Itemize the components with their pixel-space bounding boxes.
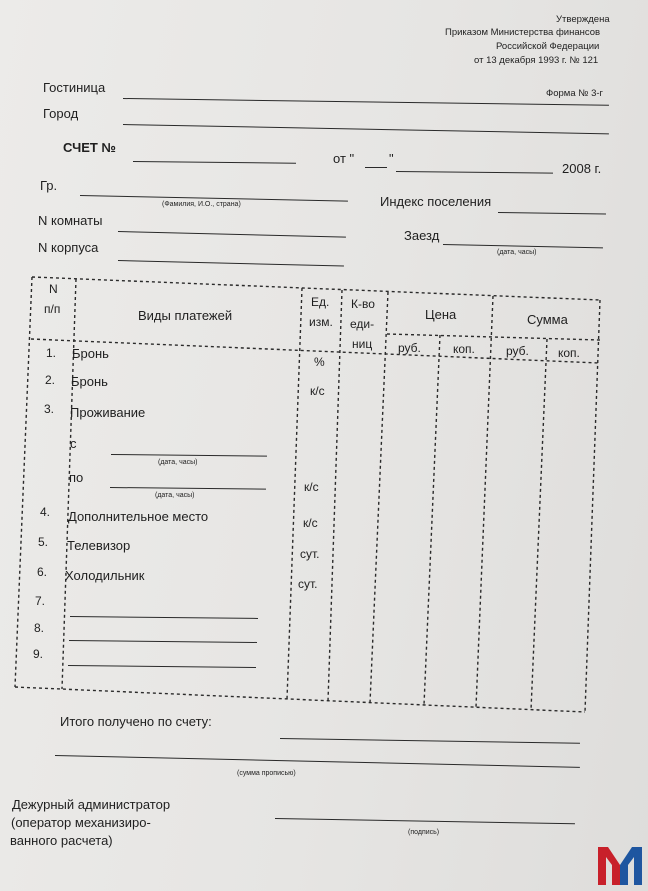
year-label: 2008 г. (562, 161, 602, 176)
invoice-label: СЧЕТ № (63, 140, 116, 155)
row-number: 3. (44, 402, 55, 416)
stay-to-unit: к/с (304, 480, 319, 494)
row-unit: сут. (300, 547, 320, 561)
header-price-rub: руб. (398, 341, 421, 355)
guest-label: Гр. (40, 178, 58, 193)
approval-line-1: Утверждена (556, 14, 610, 25)
row-number: 6. (37, 565, 48, 579)
row-number: 9. (33, 647, 44, 661)
watermark-logo (596, 843, 644, 887)
admin-label-2: (оператор механизиро- (11, 815, 151, 830)
row-number: 5. (38, 535, 49, 549)
row-label: Телевизор (67, 538, 131, 553)
checkin-index-label: Индекс поселения (380, 194, 492, 209)
approval-line-2: Приказом Министерства финансов (445, 27, 601, 38)
row-number: 2. (45, 373, 56, 387)
row-label: Бронь (72, 346, 109, 361)
building-label: N корпуса (38, 240, 99, 255)
date-from-label: от " (333, 151, 355, 166)
row-unit: сут. (298, 577, 318, 591)
city-label: Город (43, 106, 79, 121)
approval-line-4: от 13 декабря 1993 г. № 121 (474, 55, 599, 66)
row-label: Дополнительное место (68, 509, 209, 524)
row-number: 8. (34, 621, 45, 635)
row-label: Бронь (71, 374, 108, 389)
sum-words-hint: (сумма прописью) (237, 770, 296, 777)
signature-hint: (подпись) (408, 829, 440, 836)
header-qty-1: К-во (351, 297, 375, 311)
total-label: Итого получено по счету: (60, 714, 212, 729)
row-label: Холодильник (65, 568, 145, 583)
header-qty-3: ниц (352, 337, 373, 351)
header-qty-2: еди- (350, 317, 375, 331)
admin-label-1: Дежурный администратор (12, 797, 171, 812)
row-number: 1. (46, 346, 57, 360)
row-number: 4. (40, 505, 51, 519)
stay-from-label: с (70, 436, 77, 451)
room-label: N комнаты (38, 213, 103, 228)
stay-to-hint: (дата, часы) (155, 492, 195, 499)
stay-from-hint: (дата, часы) (158, 459, 198, 466)
header-price: Цена (425, 307, 457, 322)
row-label: Проживание (70, 405, 146, 420)
header-sum-kop: коп. (558, 346, 580, 360)
header-pp: п/п (44, 302, 61, 316)
header-sum: Сумма (527, 312, 568, 327)
form-code: Форма № 3-г (546, 88, 603, 99)
guest-hint: (Фамилия, И.О., страна) (162, 201, 241, 208)
hotel-label: Гостиница (43, 80, 106, 95)
arrival-hint: (дата, часы) (497, 249, 537, 256)
arrival-label: Заезд (404, 228, 440, 243)
row-number: 7. (35, 594, 46, 608)
admin-label-3: ванного расчета) (10, 833, 113, 848)
approval-line-3: Российской Федерации (496, 41, 600, 52)
header-sum-rub: руб. (506, 344, 529, 358)
row-unit: к/с (310, 384, 325, 398)
date-quote: " (389, 151, 394, 166)
row-unit: % (314, 355, 325, 369)
row-unit: к/с (303, 516, 318, 530)
header-unit-2: изм. (309, 315, 333, 329)
header-number: N (49, 282, 58, 296)
header-price-kop: коп. (453, 342, 475, 356)
stay-to-label: по (69, 470, 84, 485)
header-unit-1: Ед. (311, 295, 330, 309)
header-payment-kind: Виды платежей (138, 308, 233, 323)
